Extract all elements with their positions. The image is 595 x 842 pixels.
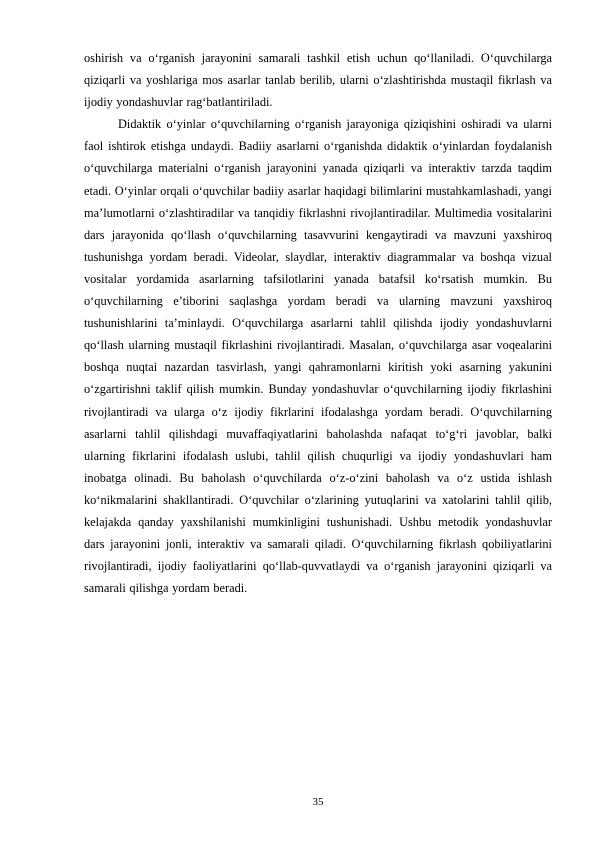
paragraph-continuation: oshirish va o‘rganish jarayonini samarali tashkil etish uchun qo‘llaniladi. O‘quvchilarga qiziqarli va yoshlariga mos asarlar tanlab berilib, ularni o‘zlashtirishda mustaqil fikrlash va ijodiy yondashuvlar rag‘batlantiriladi. bbox=[84, 51, 552, 110]
page-number: 35 bbox=[312, 796, 324, 808]
body-text bbox=[84, 47, 552, 599]
paragraph-didactic-games: Didaktik o‘yinlar o‘quvchilarning o‘rganish jarayoniga qiziqishini oshiradi va ularni faol ishtirok etishga undaydi. Badiiy asarlarni o‘rganishda didaktik o‘yinlardan foydalanish o‘quvchilarga materialni o‘rganish jarayonini yanada qiziqarli va interaktiv tarzda taqdim etadi. O‘yinlar orqali o‘quvchilar badiiy asarlar haqidagi bilimlarini mustahkamlashadi, yangi ma’lumotlarni o‘zlashtiradilar va tanqidiy fikrlashni rivojlantiradilar. Multimedia vositalarini dars jarayonida qo‘llash o‘quvchilarning tasavvurini kengaytiradi va mavzuni yaxshiroq tushunishga yordam beradi. Videolar, slaydlar, interaktiv diagrammalar va boshqa vizual vositalar yordamida asarlarning tafsilotlarini yanada batafsil ko‘rsatish mumkin. Bu o‘quvchilarning e’tiborini saqlashga yordam beradi va ularning mavzuni yaxshiroq tushunishlarini ta’minlaydi. O‘quvchilarga asarlarni tahlil qilishda ijodiy yondashuvlarni qo‘llash ularning mustaqil fikrlashini rivojlantiradi. Masalan, o‘quvchilarga asar voqealarini boshqa nuqtai nazardan tasvirlash, yangi qahramonlarni kiritish yoki asarning yakunini o‘zgartirishni taklif qilish mumkin. Bunday yondashuvlar o‘quvchilarning ijodiy fikrlashini rivojlantiradi va ularga o‘z ijodiy fikrlarini ifodalashga yordam beradi. O‘quvchilarning asarlarni tahlil qilishdagi muvaffaqiyatlarini baholashda nafaqat to‘g‘ri javoblar, balki ularning fikrlarini ifodalash uslubi, tahlil qilish chuqurligi va ijodiy yondashuvlari ham inobatga olinadi. Bu baholash o‘quvchilarda o‘z-o‘zini baholash va o‘z ustida ishlash ko‘nikmalarini shakllantiradi. O‘quvchilar o‘zlarining yutuqlarini va xatolarini tahlil qilib, kelajakda qanday yaxshilanishi mumkinligini tushunishadi. Ushbu metodik yondashuvlar dars jarayonini jonli, interaktiv va samarali qiladi. O‘quvchilarning fikrlash qobiliyatlarini rivojlantiradi, ijodiy faoliyatlarini qo‘llab-quvvatlaydi va o‘rganish jarayonini qiziqarli va samarali qilishga yordam beradi. bbox=[84, 117, 552, 596]
